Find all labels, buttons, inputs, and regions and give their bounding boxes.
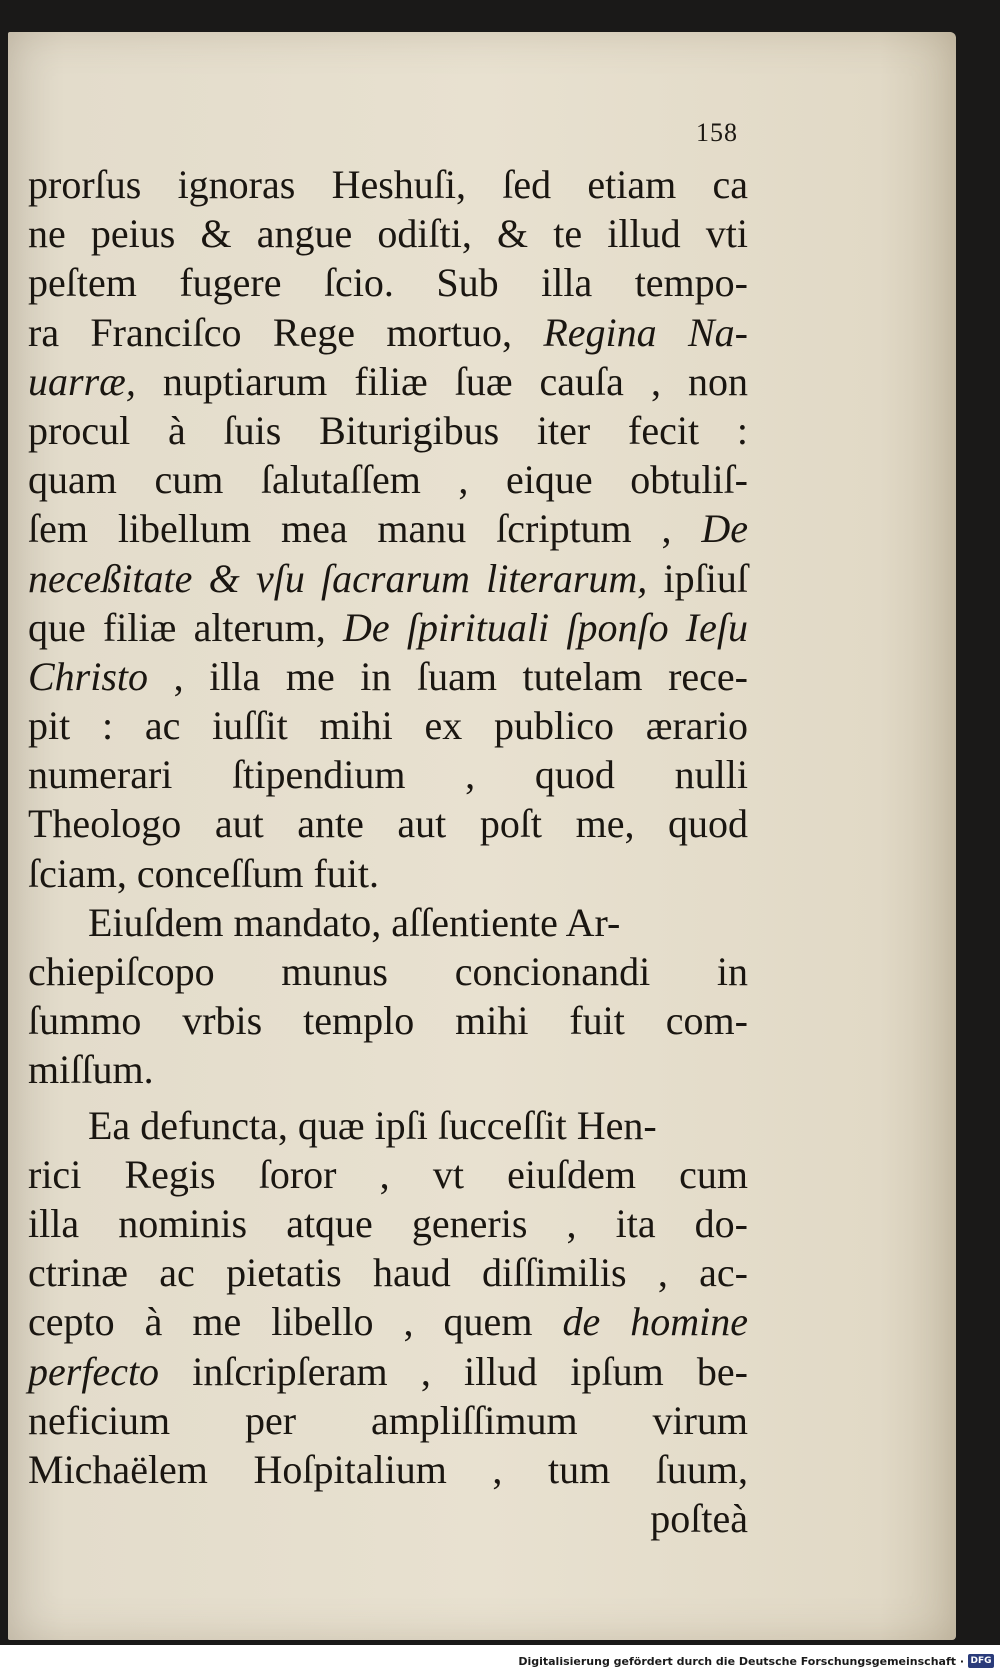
text-line-23: ctrinæ ac pietatis haud diſſimilis , ac- (28, 1250, 748, 1296)
text-line-19: miſſum. (28, 1047, 154, 1093)
text-line-26: neficium per ampliſſimum virum (28, 1397, 748, 1443)
text-line-16: Eiuſdem mandato, aſſentiente Ar- (88, 899, 621, 945)
catchword: poſteà (650, 1496, 748, 1542)
text-line-20: Ea defuncta, quæ ipſi ſucceſſit Hen- (88, 1102, 657, 1148)
text-line-21: rici Regis ſoror , vt eiuſdem cum (28, 1151, 748, 1197)
text-line-2: ne peius & angue odiſti, & te illud vti (28, 211, 748, 257)
text-line-11: Christo , illa me in ſuam tutelam rece- (28, 653, 748, 699)
text-line-24: cepto à me libello , quem de homine (28, 1299, 748, 1345)
digitization-footer (0, 1645, 1000, 1680)
text-line-15: ſciam, conceſſum fuit. (28, 850, 379, 896)
book-page (8, 32, 956, 1640)
dfg-logo-icon: DFG (968, 1654, 994, 1668)
text-line-25: perfecto inſcripſeram , illud ipſum be- (28, 1348, 748, 1394)
text-line-14: Theologo aut ante aut poſt me, quod (28, 801, 748, 847)
text-line-17: chiepiſcopo munus concionandi in (28, 949, 748, 994)
text-line-7: quam cum ſalutaſſem , eique obtuliſ- (28, 457, 748, 503)
text-line-1: prorſus ignoras Heshuſi, ſed etiam ca (28, 162, 748, 207)
funding-credit: Digitalisierung gefördert durch die Deutsche Forschungsgemeinschaft · (518, 1655, 964, 1668)
text-line-10: que filiæ alterum, De ſpirituali ſponſo Ieſu (28, 604, 748, 650)
page-number: 158 (696, 118, 738, 147)
text-line-18: ſummo vrbis templo mihi fuit com- (28, 998, 748, 1044)
text-line-9: neceßitate & vſu ſacrarum literarum, ipſiuſ (28, 555, 749, 601)
text-line-6: procul à ſuis Biturigibus iter fecit : (28, 407, 748, 453)
text-line-4: ra Franciſco Rege mortuo, Regina Na- (28, 309, 748, 355)
text-line-12: pit : ac iuſſit mihi ex publico ærario (28, 703, 748, 749)
body-text (28, 160, 748, 1543)
text-line-27: Michaëlem Hoſpitalium , tum ſuum, (28, 1446, 748, 1492)
text-line-3: peſtem fugere ſcio. Sub illa tempo- (28, 260, 748, 306)
text-line-13: numerari ſtipendium , quod nulli (28, 752, 748, 798)
text-line-5: uarræ, nuptiarum filiæ ſuæ cauſa , non (28, 358, 748, 404)
text-line-22: illa nominis atque generis , ita do- (28, 1200, 748, 1246)
text-line-8: ſem libellum mea manu ſcriptum , De (28, 506, 748, 552)
